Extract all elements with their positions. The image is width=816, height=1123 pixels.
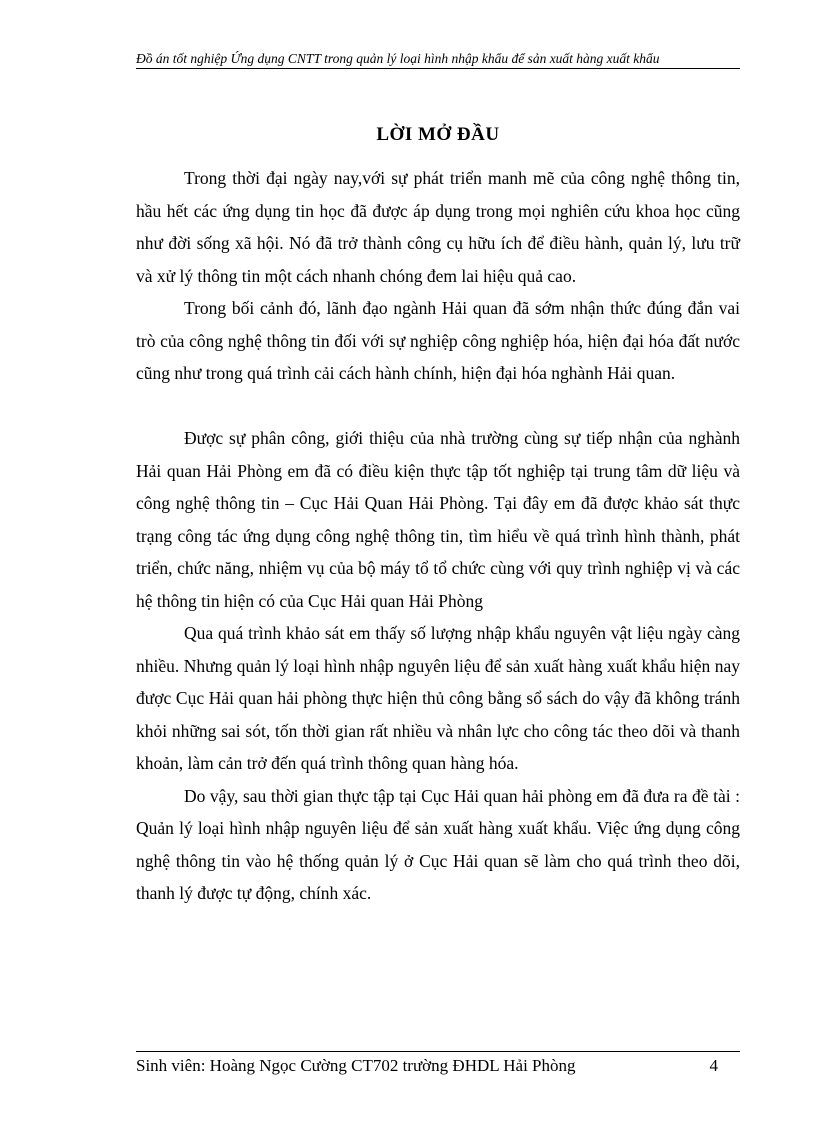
- body-text: [136, 162, 740, 910]
- page-number: 4: [709, 1056, 718, 1075]
- paragraph-2: Trong bối cảnh đó, lãnh đạo ngành Hải quan đã sớm nhận thức đúng đắn vai trò của công nghệ thông tin đối với sự nghiệp công nghiệp hóa, hiện đại hóa đất nước cũng như trong quá trình cải cách hành chính, hiện đại hóa nghành Hải quan.: [136, 298, 740, 383]
- page-footer: [136, 1051, 740, 1076]
- paragraph-4: Qua quá trình khảo sát em thấy số lượng nhập khẩu nguyên vật liệu ngày càng nhiều. Nhưng quản lý loại hình nhập nguyên liệu để sản xuất hàng xuất khẩu hiện nay được Cục Hải quan hải phòng thực hiện thủ công bằng sổ sách do vậy đã không tránh khỏi những sai sót, tốn thời gian rất nhiều và nhân lực cho công tác theo dõi và thanh khoản, làm cản trở đến quá trình thông quan hàng hóa.: [136, 623, 740, 773]
- page-title: LỜI MỞ ĐẦU: [376, 124, 500, 145]
- footer-student-info: Sinh viên: Hoàng Ngọc Cường CT702 trường ĐHDL Hải Phòng: [136, 1056, 576, 1075]
- paragraph-3: Được sự phân công, giới thiệu của nhà trường cùng sự tiếp nhận của nghành Hải quan Hải Phòng em đã có điều kiện thực tập tốt nghiệp tại trung tâm dữ liệu và công nghệ thông tin – Cục Hải Quan Hải Phòng. Tại đây em đã được khảo sát thực trạng công tác ứng dụng công nghệ thông tin, tìm hiểu về quá trình hình thành, phát triển, chức năng, nhiệm vụ của bộ máy tổ tổ chức cùng với quy trình nghiệp vị và các hệ thông tin hiện có của Cục Hải quan Hải Phòng: [136, 428, 740, 611]
- page-header: Đồ án tốt nghiệp Ứng dụng CNTT trong quản lý loại hình nhập khẩu để sản xuất hàng xuất khẩu: [136, 50, 740, 69]
- paragraph-5: Do vậy, sau thời gian thực tập tại Cục Hải quan hải phòng em đã đưa ra đề tài : Quản lý loại hình nhập nguyên liệu để sản xuất hàng xuất khẩu. Việc ứng dụng công nghệ thông tin vào hệ thống quản lý ở Cục Hải quan sẽ làm cho quá trình theo dõi, thanh lý được tự động, chính xác.: [136, 785, 740, 903]
- paragraph-1: Trong thời đại ngày nay,với sự phát triển manh mẽ của công nghệ thông tin, hầu hết các ứng dụng tin học đã được áp dụng trong mọi nghiên cứu khoa học cũng như đời sống xã hội. Nó đã trở thành công cụ hữu ích để điều hành, quản lý, lưu trữ và xử lý thông tin một cách nhanh chóng đem lai hiệu quả cao.: [136, 168, 740, 286]
